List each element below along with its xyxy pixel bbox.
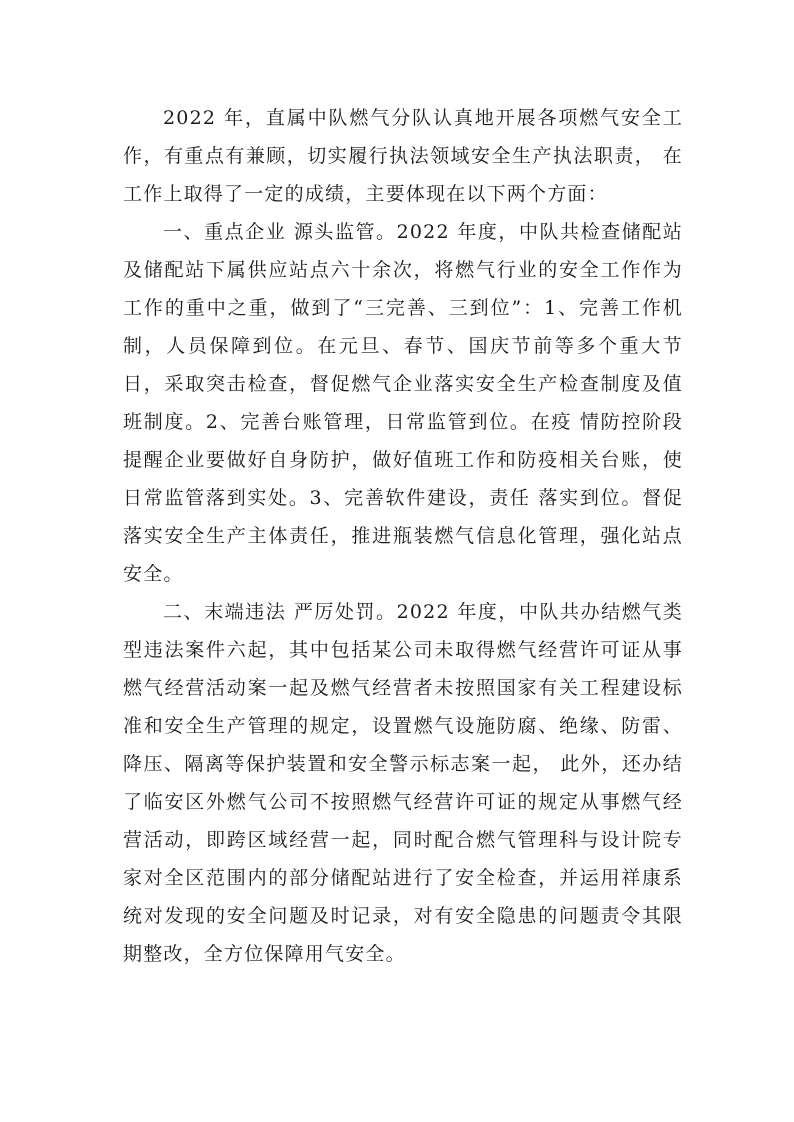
- document-body: [123, 99, 683, 973]
- paragraph-section-one: 一、重点企业 源头监管。2022 年度，中队共检查储配站及储配站下属供应站点六十余次，将燃气行业的安全工作作为工作的重中之重，做到了“三完善、三到位”：1、完善工作机制，人员保障到位。在元旦、春节、国庆节前等多个重大节日，采取突击检查，督促燃气企业落实安全生产检查制度及值班制度。2、完善台账管理，日常监管到位。在疫 情防控阶段提醒企业要做好自身防护，做好值班工作和防疫相关台账，使日常监管落到实处。3、完善软件建设，责任 落实到位。督促落实安全生产主体责任，推进瓶装燃气信息化管理，强化站点安全。: [123, 221, 683, 585]
- paragraph-intro: 2022 年，直属中队燃气分队认真地开展各项燃气安全工作，有重点有兼顾，切实履行执法领域安全生产执法职责， 在工作上取得了一定的成绩，主要体现在以下两个方面：: [123, 107, 683, 205]
- paragraph-section-two: 二、末端违法 严厉处罚。2022 年度，中队共办结燃气类型违法案件六起，其中包括某公司未取得燃气经营许可证从事燃气经营活动案一起及燃气经营者未按照国家有关工程建设标准和安全生产管理的规定，设置燃气设施防腐、绝缘、防雷、降压、隔离等保护装置和安全警示标志案一起， 此外，还办结了临安区外燃气公司不按照燃气经营许可证的规定从事燃气经营活动，即跨区域经营一起，同时配合燃气管理科与设计院专家对全区范围内的部分储配站进行了安全检查，并运用祥康系统对发现的安全问题及时记录，对有安全隐患的问题责令其限期整改，全方位保障用气安全。: [123, 601, 683, 965]
